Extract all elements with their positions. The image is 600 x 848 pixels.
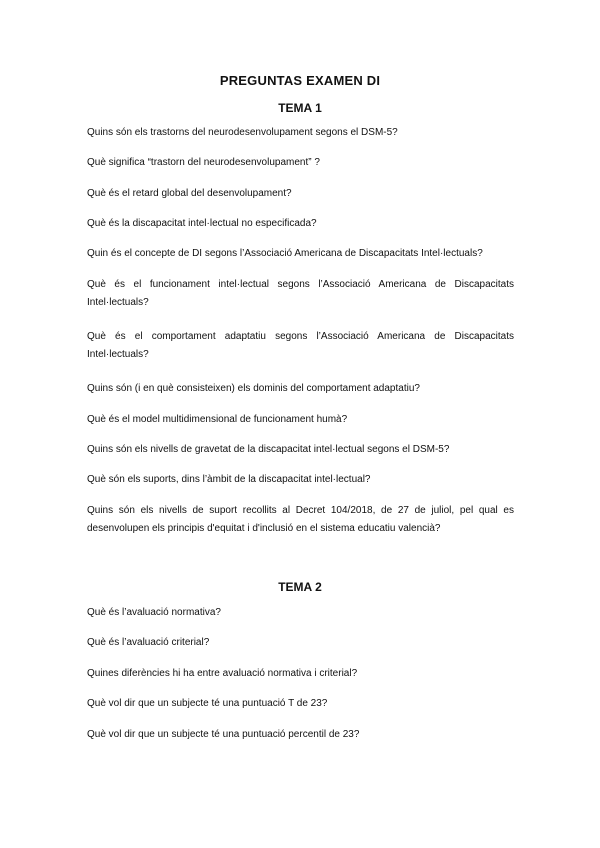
question-1-10: Quins són els nivells de gravetat de la discapacitat intel·lectual segons el DSM-5? [87, 444, 450, 455]
question-1-8: Quins són (i en què consisteixen) els dominis del comportament adaptatiu? [87, 383, 420, 394]
question-1-5: Quin és el concepte de DI segons l’Associació Americana de Discapacitats Intel·lectuals? [87, 248, 483, 259]
question-1-6: Què és el funcionament intel·lectual segons l’Associació Americana de Discapacitats Intel·lectuals? [87, 279, 514, 308]
question-2-2: Què és l’avaluació criterial? [87, 637, 210, 648]
question-1-2: Què significa “trastorn del neurodesenvolupament” ? [87, 157, 320, 168]
question-1-7: Què és el comportament adaptatiu segons l’Associació Americana de Discapacitats Intel·lectuals? [87, 331, 514, 360]
question-1-12: Quins són els nivells de suport recollits al Decret 104/2018, de 27 de juliol, pel qual es desenvolupen els principis d'equitat i d'inclusió en el sistema educatiu valencià? [87, 505, 514, 534]
section-heading-tema-1: TEMA 1 [278, 101, 322, 115]
question-1-1: Quins són els trastorns del neurodesenvolupament segons el DSM-5? [87, 127, 398, 138]
question-1-4: Què és la discapacitat intel·lectual no especificada? [87, 218, 317, 229]
question-1-9: Què és el model multidimensional de funcionament humà? [87, 414, 348, 425]
question-1-11: Què són els suports, dins l’àmbit de la discapacitat intel·lectual? [87, 474, 371, 485]
question-2-1: Què és l’avaluació normativa? [87, 607, 221, 618]
section-heading-tema-2: TEMA 2 [278, 580, 322, 594]
question-1-3: Què és el retard global del desenvolupament? [87, 188, 292, 199]
question-2-5: Què vol dir que un subjecte té una puntuació percentil de 23? [87, 729, 360, 740]
page-title: PREGUNTAS EXAMEN DI [219, 73, 381, 88]
question-2-3: Quines diferències hi ha entre avaluació normativa i criterial? [87, 668, 358, 679]
question-2-4: Què vol dir que un subjecte té una puntuació T de 23? [87, 698, 328, 709]
